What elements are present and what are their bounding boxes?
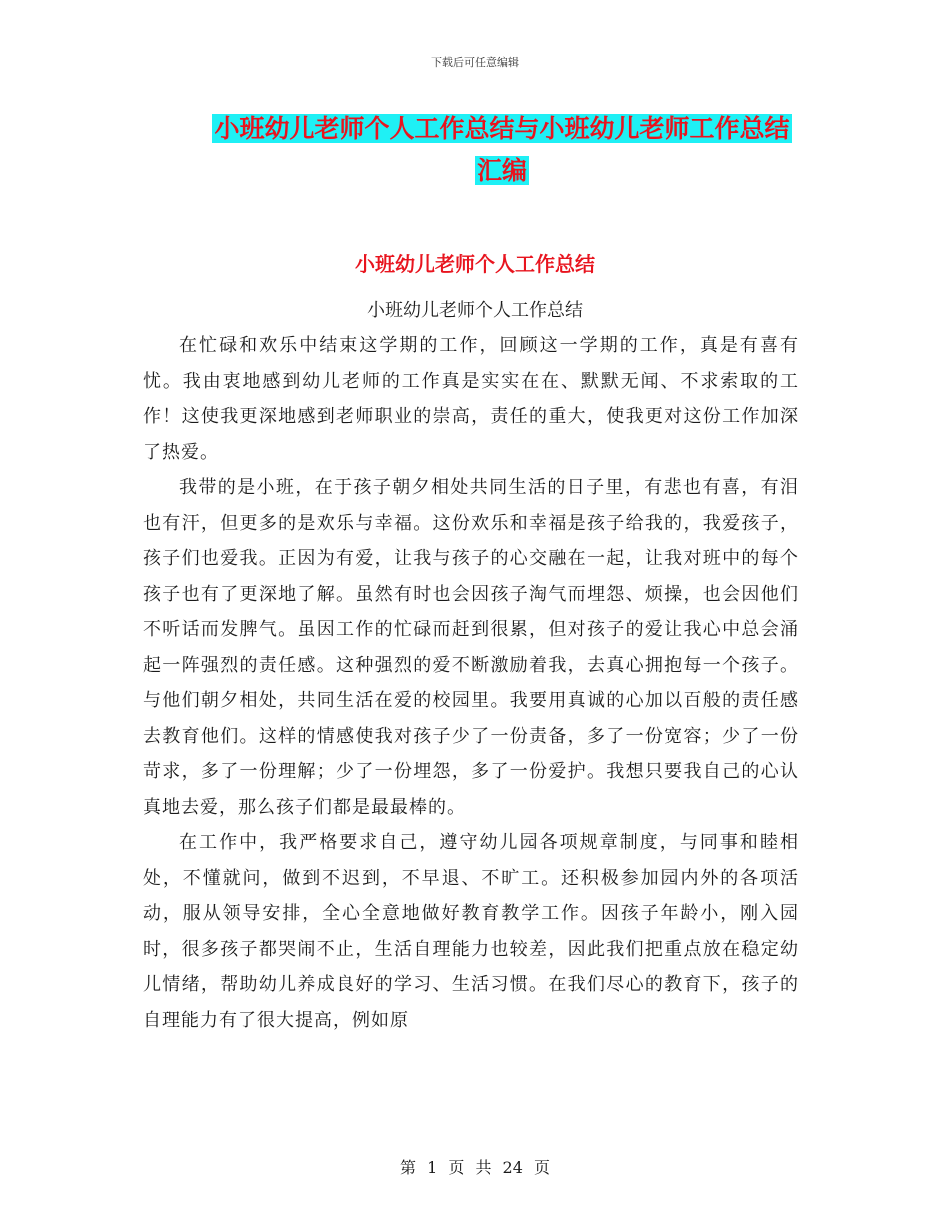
page-footer: 第 1 页 共 24 页 <box>400 1158 550 1177</box>
paragraph-2: 我带的是小班，在于孩子朝夕相处共同生活的日子里，有悲也有喜，有泪也有汗，但更多的是欢乐与幸福。这份欢乐和幸福是孩子给我的，我爱孩子，孩子们也爱我。正因为有爱，让我与孩子的心交融在一起，让我对班中的每个孩子也有了更深地了解。虽然有时也会因孩子淘气而埋怨、烦操，也会因他们不听话而发脾气。虽因工作的忙碌而赶到很累，但对孩子的爱让我心中总会涌起一阵强烈的责任感。这种强烈的爱不断激励着我，去真心拥抱每一个孩子。与他们朝夕相处，共同生活在爱的校园里。我要用真诚的心加以百般的责任感去教育他们。这样的情感使我对孩子少了一份责备，多了一份宽容；少了一份苛求，多了一份理解；少了一份埋怨，多了一份爱护。我想只要我自己的心认真地去爱，那么孩子们都是最最棒的。 <box>143 477 799 818</box>
section-heading: 小班幼儿老师个人工作总结 <box>355 252 595 276</box>
body-text <box>143 328 799 1038</box>
document-title <box>192 108 812 192</box>
header-note: 下载后可任意编辑 <box>431 56 519 69</box>
paragraph-1: 在忙碌和欢乐中结束这学期的工作，回顾这一学期的工作，真是有喜有忧。我由衷地感到幼儿老师的工作真是实实在在、默默无闻、不求索取的工作！这使我更深地感到老师职业的崇高，责任的重大，使我更对这份工作加深了热爱。 <box>143 335 799 463</box>
document-title-line-2: 汇编 <box>476 156 527 185</box>
document-title-line-1: 小班幼儿老师个人工作总结与小班幼儿老师工作总结 <box>214 114 790 143</box>
paragraph-3: 在工作中，我严格要求自己，遵守幼儿园各项规章制度，与同事和睦相处，不懂就问，做到不迟到，不早退、不旷工。还积极参加园内外的各项活动，服从领导安排，全心全意地做好教育教学工作。因孩子年龄小，刚入园时，很多孩子都哭闹不止，生活自理能力也较差，因此我们把重点放在稳定幼儿情绪，帮助幼儿养成良好的学习、生活习惯。在我们尽心的教育下，孩子的自理能力有了很大提高，例如原 <box>143 832 799 1031</box>
section-subheading: 小班幼儿老师个人工作总结 <box>367 300 583 321</box>
